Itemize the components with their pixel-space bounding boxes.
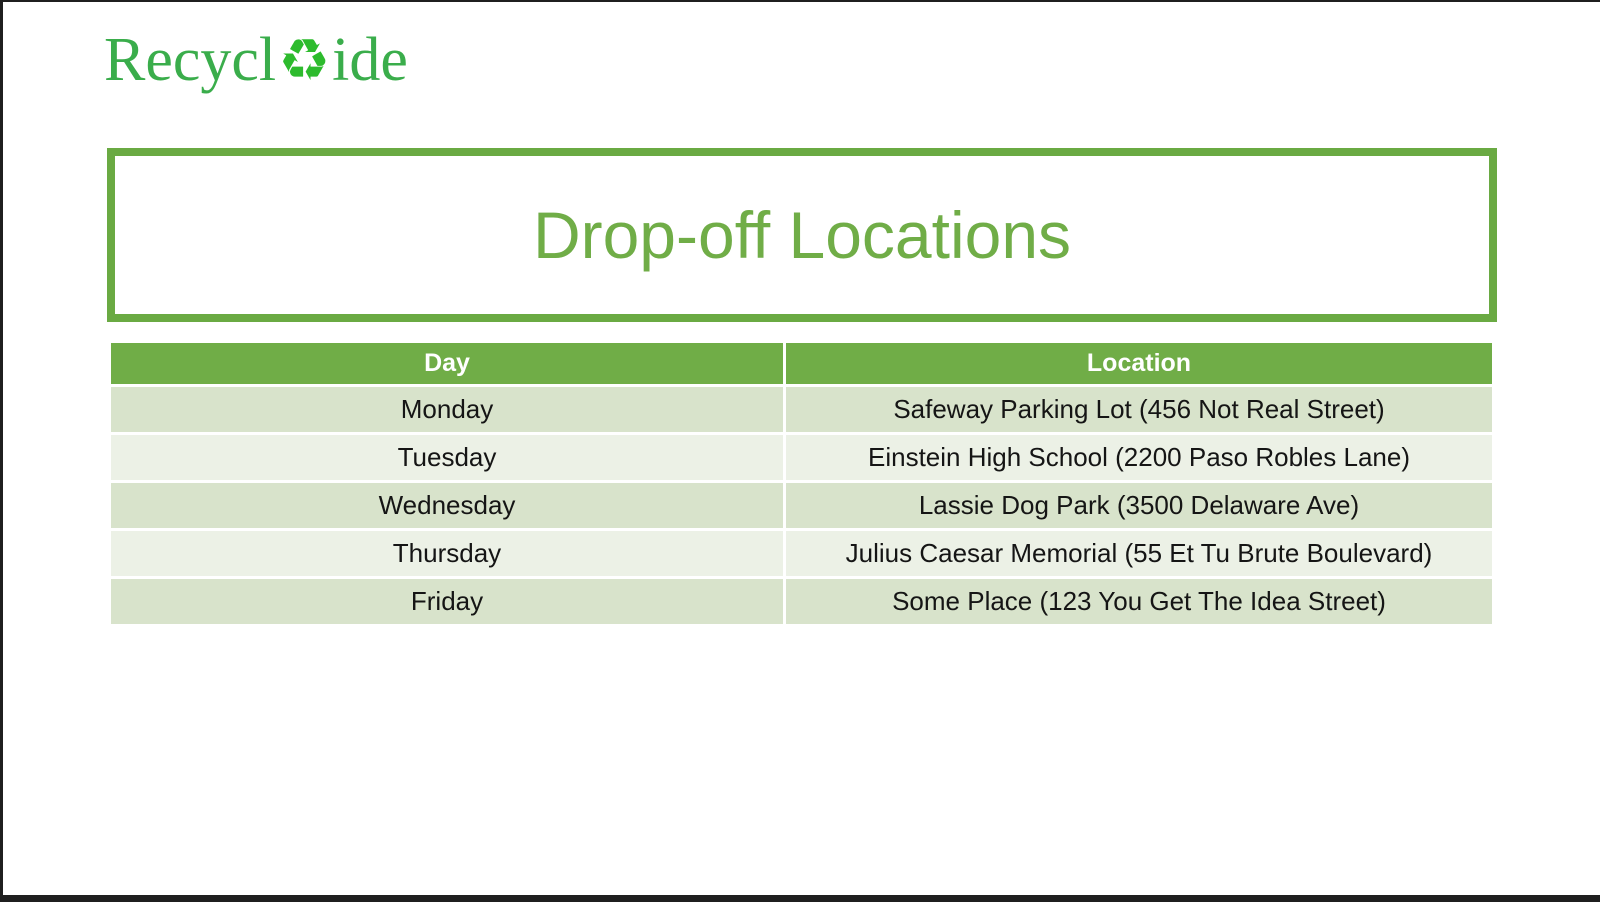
column-header-day: Day <box>111 343 783 384</box>
table-cell-day: Tuesday <box>111 435 783 480</box>
title-box <box>107 148 1497 322</box>
table-cell-location: Some Place (123 You Get The Idea Street) <box>786 579 1492 624</box>
logo-text-prefix: Recycl <box>104 26 277 94</box>
recycloide-logo <box>104 24 408 96</box>
recycle-icon: ♻ <box>278 26 331 94</box>
table-cell-location: Lassie Dog Park (3500 Delaware Ave) <box>786 483 1492 528</box>
table-cell-day: Wednesday <box>111 483 783 528</box>
logo-text-suffix: ide <box>332 26 408 94</box>
table-cell-day: Thursday <box>111 531 783 576</box>
dropoff-schedule-table <box>111 343 1492 624</box>
page-title: Drop-off Locations <box>532 198 1072 272</box>
table-cell-location: Einstein High School (2200 Paso Robles Lane) <box>786 435 1492 480</box>
column-header-location: Location <box>786 343 1492 384</box>
table-cell-location: Julius Caesar Memorial (55 Et Tu Brute Boulevard) <box>786 531 1492 576</box>
table-cell-day: Monday <box>111 387 783 432</box>
table-cell-day: Friday <box>111 579 783 624</box>
table-cell-location: Safeway Parking Lot (456 Not Real Street) <box>786 387 1492 432</box>
